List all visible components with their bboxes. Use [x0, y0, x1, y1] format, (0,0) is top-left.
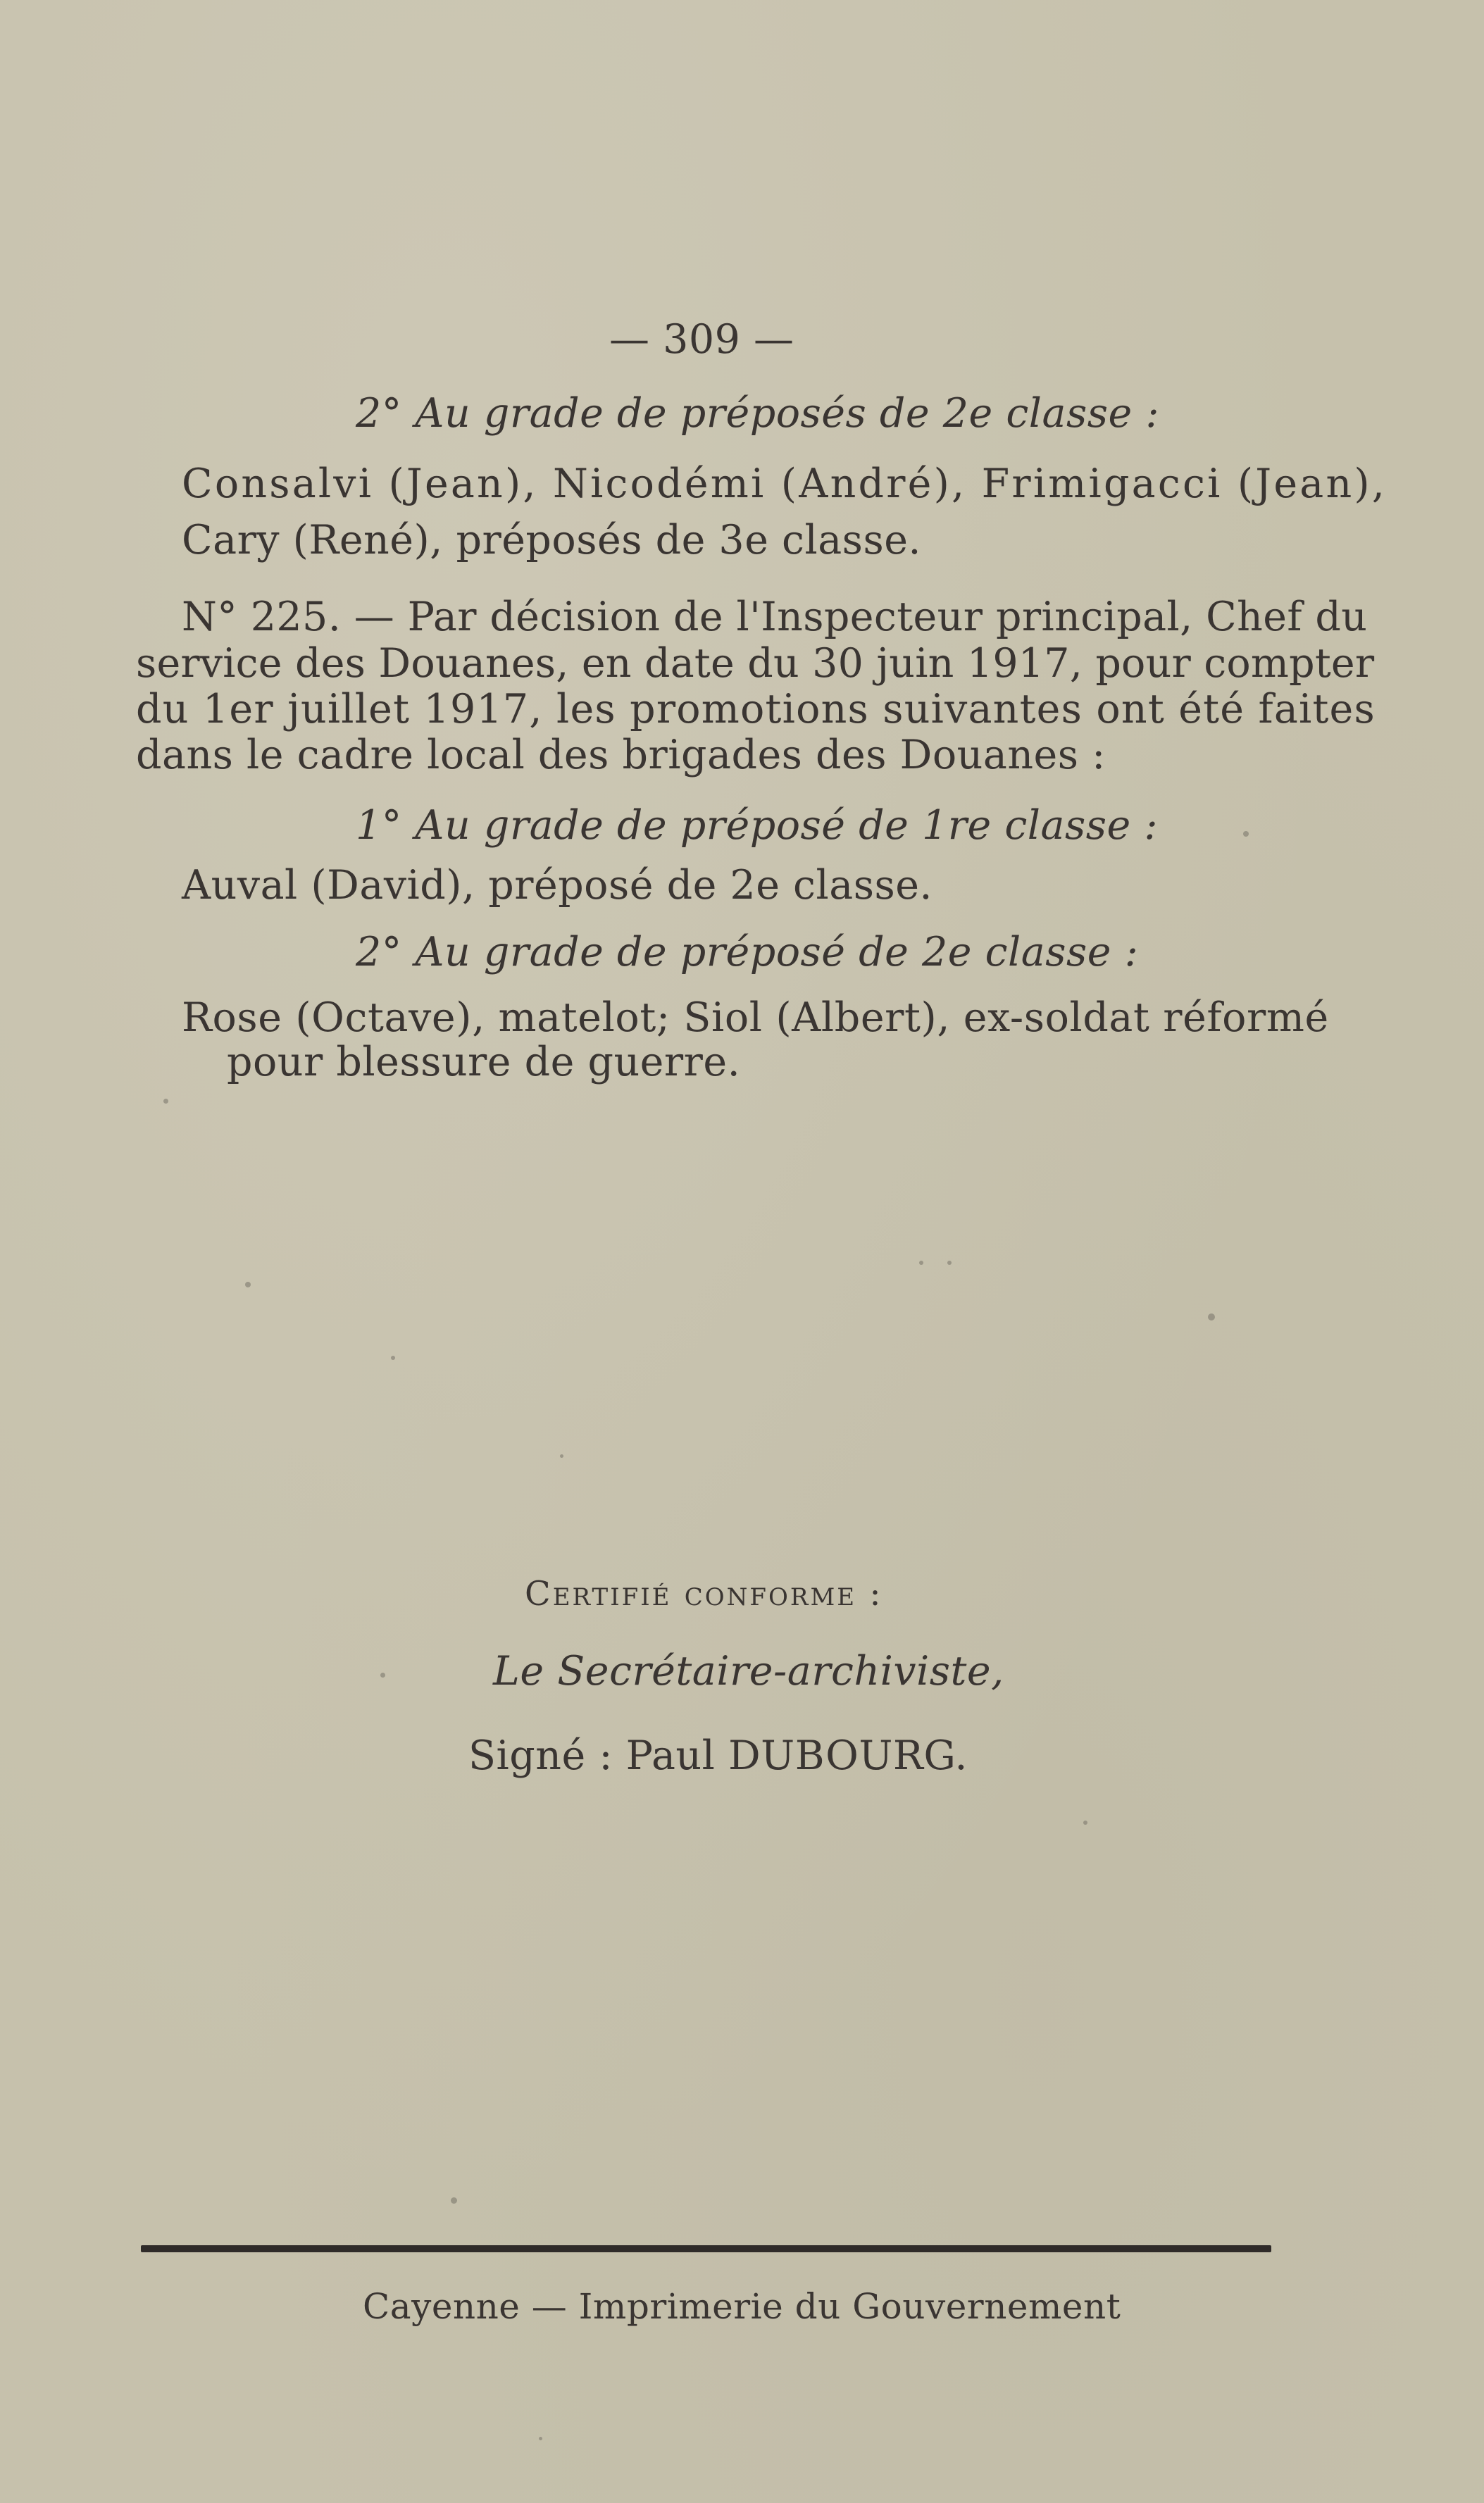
- paper-speck: [560, 1454, 563, 1458]
- paper-speck: [380, 1673, 385, 1678]
- section-b-heading: 1° Au grade de préposé de 1re classe :: [356, 802, 1159, 849]
- footer-imprint: Cayenne — Imprimerie du Gouvernement: [363, 2286, 1121, 2327]
- section-c-heading: 2° Au grade de préposé de 2e classe :: [356, 929, 1139, 975]
- section-c-line: Rose (Octave), matelot; Siol (Albert), ex-soldat réformé: [182, 994, 1329, 1041]
- paper-speck: [245, 1282, 251, 1287]
- paper-speck: [919, 1261, 923, 1265]
- decision-line: N° 225. — Par décision de l'Inspecteur principal, Chef du: [182, 594, 1368, 640]
- certification-role: Le Secrétaire-archiviste,: [493, 1648, 1004, 1694]
- footer-rule: [141, 2245, 1271, 2252]
- certification-title: Certifié conforme :: [525, 1574, 883, 1613]
- paper-speck: [1243, 831, 1249, 837]
- section-a-line: Cary (René), préposés de 3e classe.: [182, 517, 922, 563]
- section-b-line: Auval (David), préposé de 2e classe.: [182, 862, 933, 909]
- paper-speck: [539, 2437, 542, 2440]
- decision-line: service des Douanes, en date du 30 juin 1917, pour compter: [136, 640, 1375, 687]
- paper-speck: [451, 2197, 457, 2204]
- page-number: — 309 —: [609, 316, 794, 363]
- decision-line: dans le cadre local des brigades des Douanes :: [136, 732, 1106, 778]
- paper-speck: [947, 1261, 952, 1265]
- decision-line: du 1er juillet 1917, les promotions suivantes ont été faites: [136, 686, 1376, 732]
- section-c-line: pour blessure de guerre.: [227, 1039, 741, 1085]
- section-a-heading: 2° Au grade de préposés de 2e classe :: [356, 390, 1160, 437]
- paper-speck: [1208, 1313, 1215, 1321]
- paper-speck: [1083, 1821, 1087, 1825]
- paper-speck: [391, 1356, 395, 1360]
- section-a-line: Consalvi (Jean), Nicodémi (André), Frimigacci (Jean),: [182, 461, 1388, 507]
- paper-speck: [163, 1099, 168, 1104]
- certification-signature: Signé : Paul DUBOURG.: [468, 1733, 968, 1779]
